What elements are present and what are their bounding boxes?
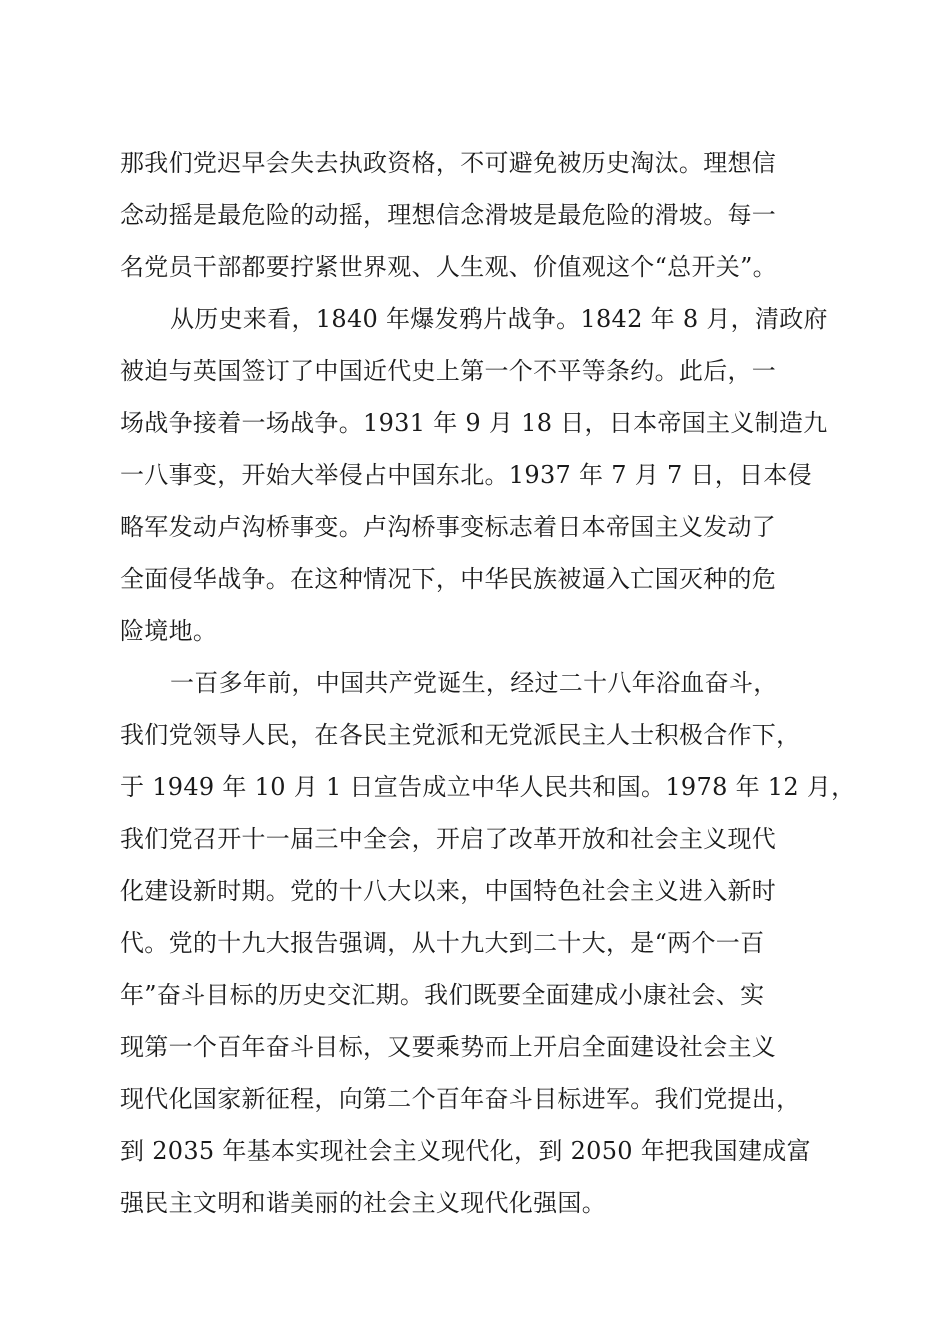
text-line: 现第一个百年奋斗目标，又要乘势而上开启全面建设社会主义 xyxy=(120,1033,777,1061)
text-line: 现代化国家新征程，向第二个百年奋斗目标进军。我们党提出， xyxy=(120,1085,801,1113)
paragraph-1 xyxy=(120,137,840,293)
text-line: 代。党的十九大报告强调，从十九大到二十大，是“两个一百 xyxy=(120,929,765,957)
text-line: 于 1949 年 10 月 1 日宣告成立中华人民共和国。1978 年 12 月， xyxy=(120,773,856,801)
text-line: 那我们党迟早会失去执政资格，不可避免被历史淘汰。理想信 xyxy=(120,149,777,177)
text-line: 到 2035 年基本实现社会主义现代化，到 2050 年把我国建成富 xyxy=(120,1137,811,1165)
text-line: 从历史来看，1840 年爆发鸦片战争。1842 年 8 月，清政府 xyxy=(170,305,828,333)
paragraph-3 xyxy=(120,657,856,1229)
text-line: 强民主文明和谐美丽的社会主义现代化强国。 xyxy=(120,1189,606,1217)
document-body xyxy=(120,137,856,1229)
text-line: 一百多年前，中国共产党诞生，经过二十八年浴血奋斗， xyxy=(170,669,778,697)
text-line: 名党员干部都要拧紧世界观、人生观、价值观这个“总开关”。 xyxy=(120,253,777,281)
text-line: 年”奋斗目标的历史交汇期。我们既要全面建成小康社会、实 xyxy=(120,981,765,1009)
text-line: 被迫与英国签订了中国近代史上第一个不平等条约。此后，一 xyxy=(120,357,777,385)
text-line: 念动摇是最危险的动摇，理想信念滑坡是最危险的滑坡。每一 xyxy=(120,201,777,229)
text-line: 我们党召开十一届三中全会，开启了改革开放和社会主义现代 xyxy=(120,825,777,853)
paragraph-2 xyxy=(120,293,840,657)
text-line: 场战争接着一场战争。1931 年 9 月 18 日，日本帝国主义制造九 xyxy=(120,409,828,437)
text-line: 略军发动卢沟桥事变。卢沟桥事变标志着日本帝国主义发动了 xyxy=(120,513,777,541)
text-line: 一八事变，开始大举侵占中国东北。1937 年 7 月 7 日，日本侵 xyxy=(120,461,812,489)
text-line: 险境地。 xyxy=(120,617,218,645)
text-line: 我们党领导人民，在各民主党派和无党派民主人士积极合作下， xyxy=(120,721,801,749)
text-line: 全面侵华战争。在这种情况下，中华民族被逼入亡国灭种的危 xyxy=(120,565,777,593)
text-line: 化建设新时期。党的十八大以来，中国特色社会主义进入新时 xyxy=(120,877,777,905)
